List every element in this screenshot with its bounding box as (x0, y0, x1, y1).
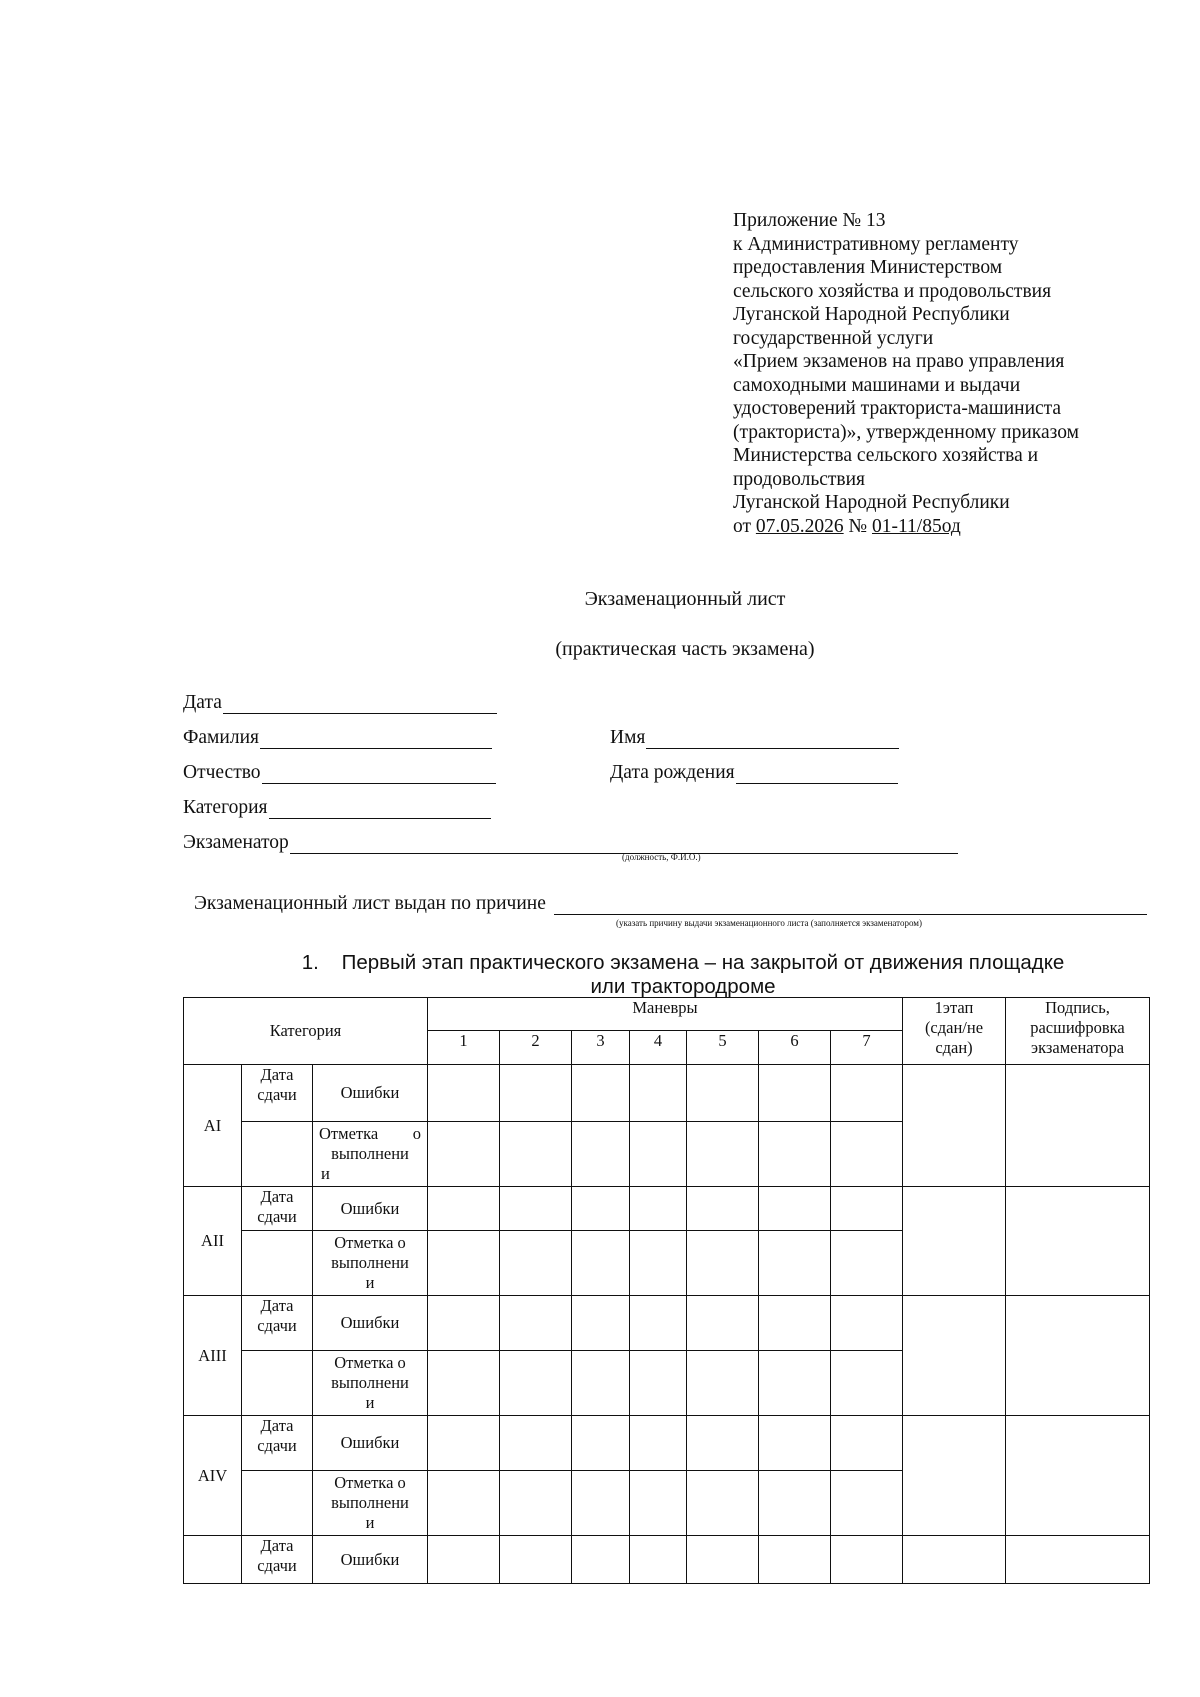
completion-line: Отметка о (334, 1473, 406, 1492)
signature-header-line: Подпись, (1045, 998, 1110, 1017)
completion-cell (313, 1231, 428, 1296)
input-cell[interactable] (428, 1296, 500, 1351)
exam-date-line: сдачи (257, 1207, 297, 1226)
patronymic-field[interactable] (183, 762, 496, 784)
stage-result-cell[interactable] (903, 1065, 1006, 1187)
completion-cell (313, 1122, 428, 1187)
input-cell[interactable] (428, 1187, 500, 1231)
surname-line[interactable] (260, 730, 492, 749)
stage-result-cell[interactable] (903, 1416, 1006, 1536)
input-cell[interactable] (500, 1231, 572, 1296)
name-line[interactable] (646, 730, 899, 749)
stage-header-line: сдан) (935, 1038, 973, 1057)
input-cell[interactable] (500, 1471, 572, 1536)
exam-table (183, 997, 1150, 1584)
input-cell[interactable] (500, 1416, 572, 1471)
appendix-line: удостоверений тракториста-машиниста (733, 398, 1062, 419)
stage-result-cell[interactable] (903, 1296, 1006, 1416)
maneuver-number-cell: 3 (572, 1031, 630, 1065)
page-subtitle: (практическая часть экзамена) (555, 638, 815, 660)
input-cell[interactable] (831, 1536, 903, 1584)
input-cell[interactable] (428, 1351, 500, 1416)
input-cell[interactable] (687, 1296, 759, 1351)
order-number: 01-11/85од (872, 515, 961, 537)
exam-date-cell (242, 1536, 313, 1584)
maneuver-number-cell: 6 (759, 1031, 831, 1065)
category-cell: AI (184, 1065, 242, 1187)
empty-cell (242, 1471, 313, 1536)
input-cell[interactable] (687, 1536, 759, 1584)
surname-field[interactable] (183, 727, 492, 749)
stage-result-cell[interactable] (903, 1536, 1006, 1584)
category-cell: AIII (184, 1296, 242, 1416)
completion-line: Отметка о (334, 1353, 406, 1372)
completion-line: и (365, 1513, 375, 1532)
maneuvers-header-cell: Маневры (428, 998, 903, 1031)
date-field[interactable] (183, 692, 497, 714)
maneuver-number-cell: 7 (831, 1031, 903, 1065)
input-cell[interactable] (759, 1296, 831, 1351)
completion-cell (313, 1351, 428, 1416)
appendix-line: (тракториста)», утвержденному приказом (733, 421, 1079, 443)
input-cell[interactable] (831, 1351, 903, 1416)
input-cell[interactable] (428, 1231, 500, 1296)
errors-cell: Ошибки (313, 1536, 428, 1584)
signature-header-line: экзаменатора (1030, 1038, 1125, 1057)
examiner-field[interactable] (183, 832, 958, 854)
input-cell[interactable] (759, 1471, 831, 1536)
input-cell[interactable] (831, 1231, 903, 1296)
input-cell[interactable] (630, 1122, 687, 1187)
completion-line: выполнени (331, 1144, 409, 1163)
category-cell: AIV (184, 1416, 242, 1536)
section-title-line2: или трактородроме (590, 975, 776, 998)
input-cell[interactable] (687, 1231, 759, 1296)
input-cell[interactable] (500, 1065, 572, 1122)
date-line[interactable] (223, 695, 497, 714)
category-header-cell: Категория (184, 998, 428, 1065)
errors-cell: Ошибки (313, 1416, 428, 1471)
completion-line: и (365, 1393, 375, 1412)
signature-cell[interactable] (1006, 1065, 1150, 1187)
appendix-line: сельского хозяйства и продовольствия (733, 280, 1052, 302)
exam-date-cell (242, 1187, 313, 1231)
input-cell[interactable] (759, 1351, 831, 1416)
signature-cell[interactable] (1006, 1187, 1150, 1296)
signature-cell[interactable] (1006, 1416, 1150, 1536)
input-cell[interactable] (831, 1296, 903, 1351)
exam-date-line: Дата (260, 1187, 294, 1206)
errors-cell: Ошибки (313, 1065, 428, 1122)
completion-line: выполнени (331, 1373, 409, 1392)
birth-date-line[interactable] (736, 765, 898, 784)
input-cell[interactable] (759, 1122, 831, 1187)
input-cell[interactable] (831, 1471, 903, 1536)
input-cell[interactable] (572, 1351, 630, 1416)
input-cell[interactable] (759, 1187, 831, 1231)
category-cell (184, 1536, 242, 1584)
errors-cell: Ошибки (313, 1187, 428, 1231)
exam-date-cell (242, 1416, 313, 1471)
appendix-line: Луганской Народной Республики (733, 492, 1010, 513)
exam-date-cell (242, 1065, 313, 1122)
patronymic-label: Отчество (183, 762, 261, 783)
appendix-line: предоставления Министерством (733, 257, 1003, 278)
input-cell[interactable] (572, 1231, 630, 1296)
appendix-line: к Административному регламенту (733, 233, 1019, 255)
exam-date-cell (242, 1296, 313, 1351)
completion-cell (313, 1471, 428, 1536)
input-cell[interactable] (687, 1416, 759, 1471)
input-cell[interactable] (572, 1065, 630, 1122)
order-date: 07.05.2026 (755, 515, 844, 537)
signature-header-cell (1006, 998, 1150, 1065)
input-cell[interactable] (630, 1416, 687, 1471)
completion-line: Отметка о (334, 1233, 406, 1252)
input-cell[interactable] (428, 1471, 500, 1536)
input-cell[interactable] (428, 1122, 500, 1187)
stage-header-cell (903, 998, 1006, 1065)
reason-hint: (указать причину выдачи экзаменационного листа (заполняется экзаменатором) (616, 918, 922, 928)
input-cell[interactable] (759, 1231, 831, 1296)
empty-cell (242, 1231, 313, 1296)
exam-date-line: Дата (260, 1065, 294, 1084)
stage-header-line: (сдан/не (924, 1018, 984, 1037)
appendix-line: Министерства сельского хозяйства и (733, 445, 1039, 466)
input-cell[interactable] (500, 1351, 572, 1416)
input-cell[interactable] (759, 1065, 831, 1122)
page-title: Экзаменационный лист (584, 588, 786, 610)
appendix-line: продовольствия (733, 468, 866, 490)
exam-date-line: Дата (260, 1296, 294, 1315)
input-cell[interactable] (687, 1065, 759, 1122)
category-line[interactable] (269, 800, 491, 819)
input-cell[interactable] (428, 1536, 500, 1584)
exam-date-line: сдачи (257, 1436, 297, 1455)
exam-date-line: Дата (260, 1416, 294, 1435)
stage-header-line: 1этап (934, 998, 974, 1017)
section-heading (183, 950, 1183, 976)
completion-line: Отметка о (319, 1124, 421, 1143)
signature-cell[interactable] (1006, 1296, 1150, 1416)
order-prefix: от (733, 515, 752, 537)
input-cell[interactable] (630, 1187, 687, 1231)
name-label: Имя (610, 727, 646, 748)
input-cell[interactable] (831, 1416, 903, 1471)
completion-line: выполнени (331, 1253, 409, 1272)
signature-header-line: расшифровка (1030, 1018, 1125, 1037)
empty-cell (242, 1351, 313, 1416)
input-cell[interactable] (500, 1187, 572, 1231)
input-cell[interactable] (630, 1296, 687, 1351)
section-title-line1: Первый этап практического экзамена – на закрытой от движения площадке (341, 951, 1065, 974)
input-cell[interactable] (428, 1416, 500, 1471)
birth-date-field[interactable] (610, 762, 898, 784)
reason-field[interactable] (194, 893, 1147, 915)
input-cell[interactable] (687, 1471, 759, 1536)
category-cell: AII (184, 1187, 242, 1296)
input-cell[interactable] (572, 1416, 630, 1471)
completion-line: и (365, 1273, 375, 1292)
input-cell[interactable] (630, 1351, 687, 1416)
input-cell[interactable] (759, 1416, 831, 1471)
input-cell[interactable] (630, 1231, 687, 1296)
input-cell[interactable] (687, 1187, 759, 1231)
appendix-line: Приложение № 13 (733, 210, 886, 231)
input-cell[interactable] (500, 1536, 572, 1584)
surname-label: Фамилия (183, 727, 259, 748)
input-cell[interactable] (630, 1065, 687, 1122)
reason-line[interactable] (554, 896, 1147, 915)
appendix-line: Луганской Народной Республики (733, 304, 1010, 325)
input-cell[interactable] (572, 1471, 630, 1536)
date-label: Дата (183, 692, 222, 713)
maneuver-number-cell: 5 (687, 1031, 759, 1065)
signature-cell[interactable] (1006, 1536, 1150, 1584)
input-cell[interactable] (687, 1351, 759, 1416)
order-reference (733, 515, 1173, 539)
appendix-block (733, 209, 1173, 538)
appendix-line: государственной услуги (733, 327, 934, 349)
exam-date-line: сдачи (257, 1316, 297, 1335)
input-cell[interactable] (630, 1536, 687, 1584)
examiner-label: Экзаменатор (183, 832, 289, 853)
maneuver-number-cell: 4 (630, 1031, 687, 1065)
input-cell[interactable] (500, 1122, 572, 1187)
input-cell[interactable] (759, 1536, 831, 1584)
exam-date-line: сдачи (257, 1556, 297, 1575)
exam-date-line: Дата (260, 1536, 294, 1555)
input-cell[interactable] (500, 1296, 572, 1351)
input-cell[interactable] (687, 1122, 759, 1187)
birth-date-label: Дата рождения (610, 762, 735, 783)
category-field[interactable] (183, 797, 491, 819)
maneuver-number-cell: 2 (500, 1031, 572, 1065)
stage-result-cell[interactable] (903, 1187, 1006, 1296)
maneuver-number-cell: 1 (428, 1031, 500, 1065)
examiner-hint: (должность, Ф.И.О.) (622, 852, 701, 862)
section-number: 1. (301, 951, 319, 974)
exam-date-line: сдачи (257, 1085, 297, 1104)
errors-cell: Ошибки (313, 1296, 428, 1351)
input-cell[interactable] (831, 1187, 903, 1231)
order-number-sign: № (848, 515, 868, 537)
completion-line: выполнени (331, 1493, 409, 1512)
patronymic-line[interactable] (262, 765, 496, 784)
appendix-line: «Прием экзаменов на право управления (733, 351, 1065, 372)
input-cell[interactable] (831, 1122, 903, 1187)
name-field[interactable] (610, 727, 899, 749)
input-cell[interactable] (572, 1296, 630, 1351)
input-cell[interactable] (572, 1536, 630, 1584)
reason-label: Экзаменационный лист выдан по причине (194, 893, 546, 914)
input-cell[interactable] (572, 1187, 630, 1231)
category-label: Категория (183, 797, 268, 818)
input-cell[interactable] (630, 1471, 687, 1536)
appendix-line: самоходными машинами и выдачи (733, 374, 1021, 396)
input-cell[interactable] (831, 1065, 903, 1122)
input-cell[interactable] (572, 1122, 630, 1187)
empty-cell (242, 1122, 313, 1187)
completion-line: и (321, 1164, 330, 1183)
input-cell[interactable] (428, 1065, 500, 1122)
